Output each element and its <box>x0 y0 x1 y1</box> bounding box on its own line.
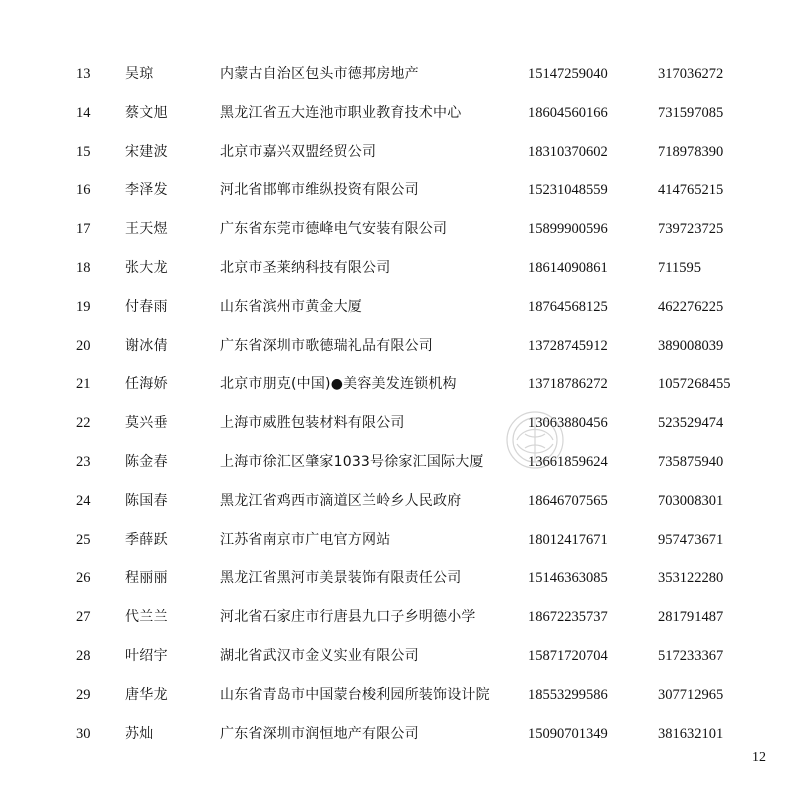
row-number: 18 <box>76 259 91 276</box>
contact-name: 季薛跃 <box>125 531 168 548</box>
table-row <box>0 327 800 366</box>
contact-name: 陈国春 <box>125 492 168 509</box>
row-number: 13 <box>76 66 91 82</box>
contact-table <box>0 55 800 753</box>
contact-name: 程丽丽 <box>125 570 168 587</box>
table-row <box>0 288 800 327</box>
contact-name: 苏灿 <box>125 725 154 742</box>
organization: 黑龙江省黑河市美景装饰有限责任公司 <box>220 570 462 587</box>
qq-number: 381632101 <box>658 725 724 742</box>
table-row <box>0 676 800 715</box>
table-row <box>0 404 800 443</box>
qq-number: 718978390 <box>658 143 724 160</box>
organization: 广东省东莞市德峰电气安装有限公司 <box>220 221 448 238</box>
phone-number: 13728745912 <box>528 337 608 354</box>
row-number: 17 <box>76 221 91 238</box>
qq-number: 462276225 <box>658 298 724 315</box>
qq-number: 735875940 <box>658 453 724 470</box>
qq-number: 281791487 <box>658 609 724 626</box>
organization: 上海市威胜包装材料有限公司 <box>220 415 405 432</box>
contact-name: 谢冰倩 <box>125 337 168 354</box>
phone-number: 18764568125 <box>528 298 608 315</box>
phone-number: 18604560166 <box>528 104 608 121</box>
phone-number: 15146363085 <box>528 570 608 587</box>
row-number: 24 <box>76 492 91 509</box>
page-number: 12 <box>752 750 766 765</box>
row-number: 28 <box>76 647 91 664</box>
organization: 北京市朋克(中国)●美容美发连锁机构 <box>220 376 457 393</box>
contact-name: 李泽发 <box>125 182 168 199</box>
phone-number: 18614090861 <box>528 259 608 276</box>
contact-name: 唐华龙 <box>125 686 168 703</box>
organization: 黑龙江省五大连池市职业教育技术中心 <box>220 104 462 121</box>
phone-number: 18553299586 <box>528 686 608 703</box>
organization: 上海市徐汇区肇家1033号徐家汇国际大厦 <box>220 453 484 470</box>
contact-name: 宋建波 <box>125 143 168 160</box>
table-row <box>0 55 800 94</box>
phone-number: 15231048559 <box>528 182 608 199</box>
row-number: 16 <box>76 182 91 199</box>
faint-seal-watermark <box>503 408 567 472</box>
phone-number: 18646707565 <box>528 492 608 509</box>
organization: 黑龙江省鸡西市滴道区兰岭乡人民政府 <box>220 492 462 509</box>
contact-name: 代兰兰 <box>125 609 168 626</box>
qq-number: 389008039 <box>658 337 724 354</box>
phone-number: 15147259040 <box>528 66 608 82</box>
row-number: 15 <box>76 143 91 160</box>
organization: 河北省邯郸市维纵投资有限公司 <box>220 182 419 199</box>
row-number: 27 <box>76 609 91 626</box>
contact-name: 任海娇 <box>125 376 168 393</box>
table-row <box>0 210 800 249</box>
row-number: 19 <box>76 298 91 315</box>
row-number: 21 <box>76 376 91 393</box>
row-number: 14 <box>76 104 91 121</box>
table-row <box>0 637 800 676</box>
organization: 内蒙古自治区包头市德邦房地产 <box>220 66 419 82</box>
phone-number: 18310370602 <box>528 143 608 160</box>
table-row <box>0 249 800 288</box>
row-number: 26 <box>76 570 91 587</box>
organization: 江苏省南京市广电官方网站 <box>220 531 391 548</box>
organization: 北京市圣莱纳科技有限公司 <box>220 259 391 276</box>
organization: 河北省石家庄市行唐县九口子乡明德小学 <box>220 609 476 626</box>
qq-number: 703008301 <box>658 492 724 509</box>
organization: 北京市嘉兴双盟经贸公司 <box>220 143 377 160</box>
organization: 湖北省武汉市金义实业有限公司 <box>220 647 419 664</box>
phone-number: 15090701349 <box>528 725 608 742</box>
table-row <box>0 443 800 482</box>
phone-number: 13661859624 <box>528 453 608 470</box>
table-row <box>0 171 800 210</box>
contact-name: 王天煜 <box>125 221 168 238</box>
table-row <box>0 598 800 637</box>
qq-number: 353122280 <box>658 570 724 587</box>
organization: 山东省滨州市黄金大厦 <box>220 298 362 315</box>
contact-name: 张大龙 <box>125 259 168 276</box>
qq-number: 731597085 <box>658 104 724 121</box>
contact-name: 吴琼 <box>125 66 154 82</box>
phone-number: 18672235737 <box>528 609 608 626</box>
qq-number: 1057268455 <box>658 376 731 393</box>
table-row <box>0 715 800 754</box>
row-number: 30 <box>76 725 91 742</box>
phone-number: 13063880456 <box>528 415 608 432</box>
qq-number: 317036272 <box>658 66 724 82</box>
organization: 广东省深圳市润恒地产有限公司 <box>220 725 419 742</box>
table-row <box>0 365 800 404</box>
contact-name: 付春雨 <box>125 298 168 315</box>
phone-number: 18012417671 <box>528 531 608 548</box>
qq-number: 414765215 <box>658 182 724 199</box>
contact-name: 陈金春 <box>125 453 168 470</box>
table-row <box>0 521 800 560</box>
row-number: 25 <box>76 531 91 548</box>
contact-name: 莫兴垂 <box>125 415 168 432</box>
table-row <box>0 94 800 133</box>
organization: 山东省青岛市中国蒙台梭利园所装饰设计院 <box>220 686 490 703</box>
qq-number: 957473671 <box>658 531 724 548</box>
qq-number: 739723725 <box>658 221 724 238</box>
qq-number: 523529474 <box>658 415 724 432</box>
phone-number: 15899900596 <box>528 221 608 238</box>
row-number: 29 <box>76 686 91 703</box>
table-row <box>0 482 800 521</box>
contact-name: 蔡文旭 <box>125 104 168 121</box>
qq-number: 307712965 <box>658 686 724 703</box>
phone-number: 13718786272 <box>528 376 608 393</box>
row-number: 20 <box>76 337 91 354</box>
row-number: 23 <box>76 453 91 470</box>
qq-number: 711595 <box>658 259 701 276</box>
phone-number: 15871720704 <box>528 647 608 664</box>
organization: 广东省深圳市歌德瑞礼品有限公司 <box>220 337 433 354</box>
table-row <box>0 559 800 598</box>
qq-number: 517233367 <box>658 647 724 664</box>
row-number: 22 <box>76 415 91 432</box>
contact-name: 叶绍宇 <box>125 647 168 664</box>
table-row <box>0 133 800 172</box>
